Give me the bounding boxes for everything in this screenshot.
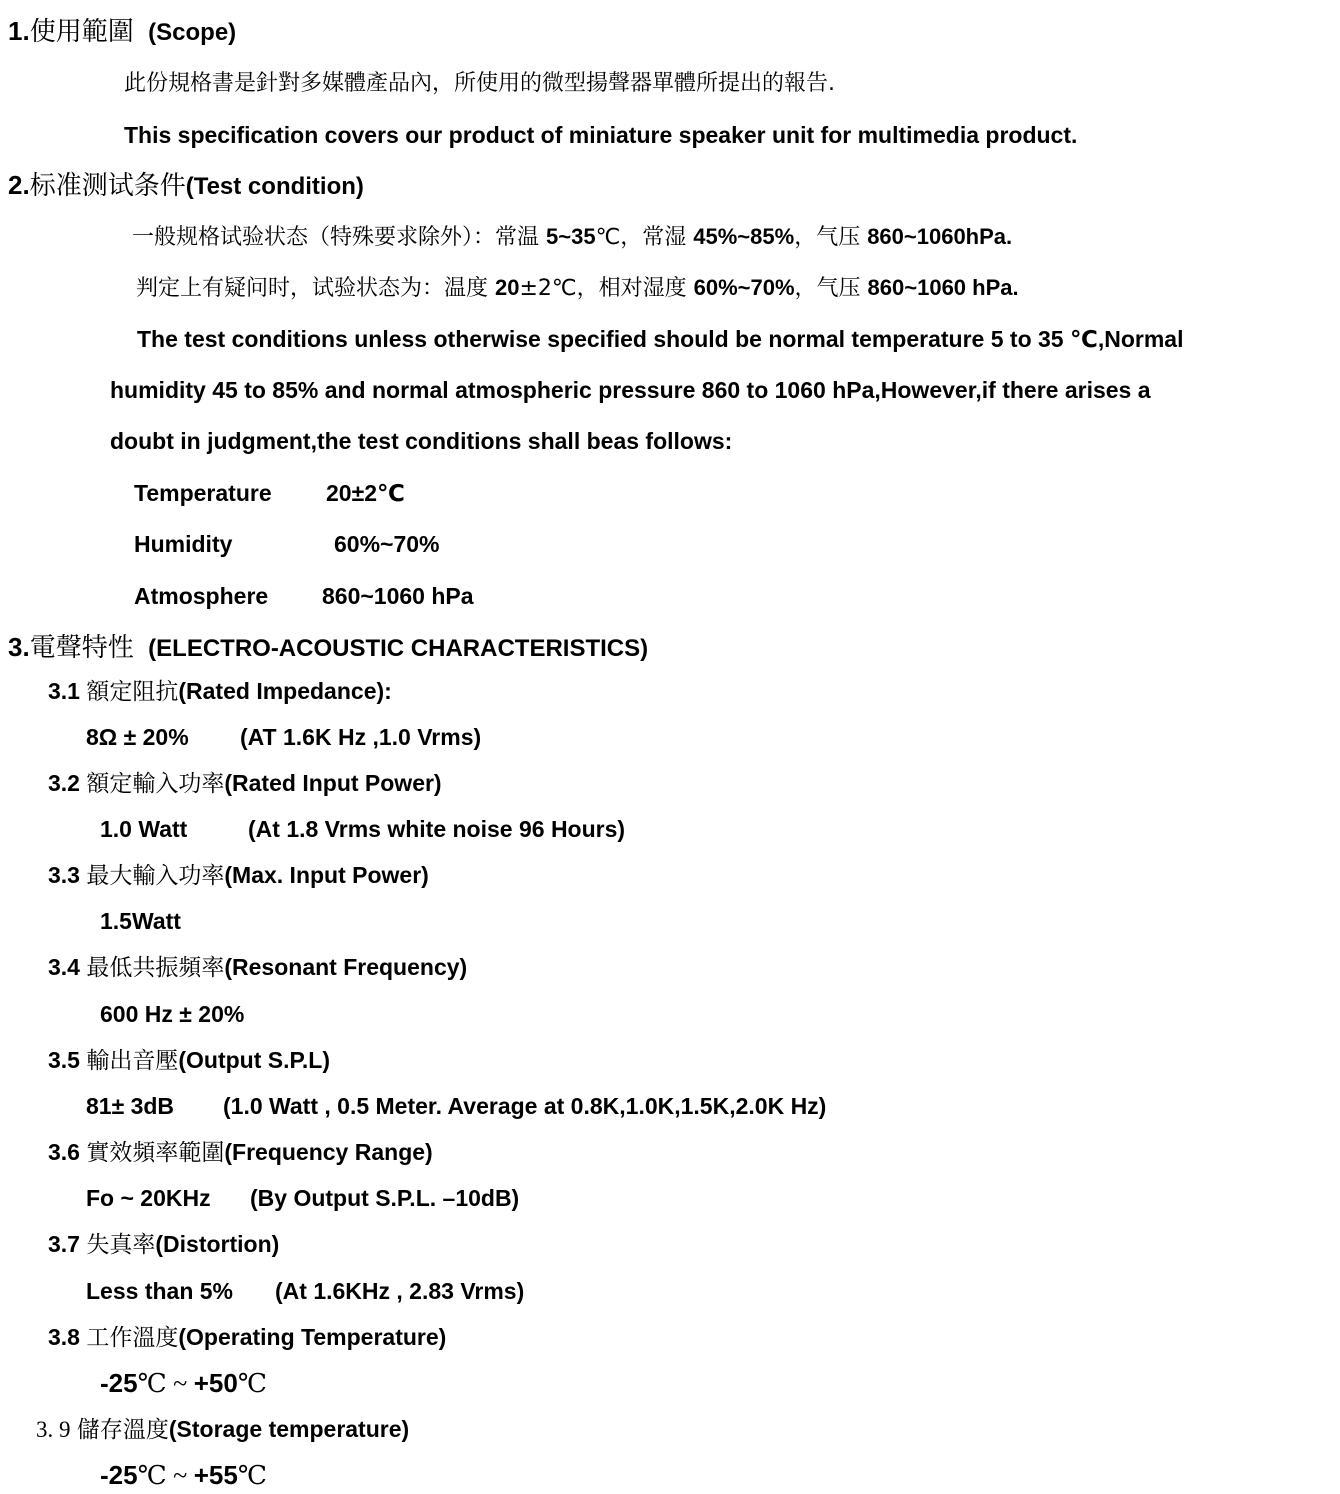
section-1-heading (8, 18, 236, 45)
section-2-heading (8, 172, 364, 199)
spec-value-3-6: Fo ~ 20KHz (By Output S.P.L. –10dB) (86, 1185, 520, 1211)
condition-row-humidity (134, 531, 440, 557)
spec-value-3-8: -25℃ ~ +50℃ (100, 1368, 267, 1398)
section-title-en: (Scope) (148, 19, 237, 46)
test-condition-en-line-1: The test conditions unless otherwise specified should be normal temperature 5 to 35 ℃,Normal (137, 326, 1184, 352)
spec-heading-3-7: 3.7 失真率(Distortion) (48, 1231, 280, 1258)
spec-heading-3-2: 3.2 額定輸入功率(Rated Input Power) (48, 770, 442, 797)
spec-heading-3-8: 3.8 工作溫度(Operating Temperature) (48, 1324, 447, 1351)
spec-value-3-7: Less than 5% (At 1.6KHz , 2.83 Vrms) (86, 1278, 525, 1304)
spec-value-3-9: -25℃ ~ +55℃ (100, 1460, 267, 1490)
spec-heading-3-3: 3.3 最大輸入功率(Max. Input Power) (48, 862, 429, 889)
condition-value: 60%~70% (334, 531, 440, 557)
condition-label: Atmosphere (134, 583, 269, 609)
spec-heading-3-9: 3. 9 儲存溫度(Storage temperature) (36, 1416, 410, 1443)
test-condition-en-line-3: doubt in judgment,the test conditions shall beas follows: (110, 428, 733, 454)
spec-value-3-5: 81± 3dB (1.0 Watt , 0.5 Meter. Average at 0.8K,1.0K,1.5K,2.0K Hz) (86, 1093, 827, 1119)
scope-text-en: This specification covers our product of miniature speaker unit for multimedia product. (124, 122, 1078, 148)
condition-label: Humidity (134, 531, 233, 557)
condition-row-atmosphere (134, 583, 474, 609)
section-title-cn: 使用範圍 (29, 17, 134, 47)
section-3-heading (8, 634, 648, 661)
condition-row-temperature (134, 480, 405, 506)
spec-value-3-1: 8Ω ± 20% (AT 1.6K Hz ,1.0 Vrms) (86, 724, 482, 750)
section-number: 1. (8, 16, 30, 46)
spec-value-3-3: 1.5Watt (100, 908, 181, 934)
test-condition-line-2: 判定上有疑问时，试验状态为：温度 20±2℃，相对湿度 60%~70%，气压 860~1060 hPa. (136, 275, 1019, 301)
section-number: 2. (8, 170, 30, 200)
spec-value-3-2: 1.0 Watt (At 1.8 Vrms white noise 96 Hours) (100, 816, 626, 842)
test-condition-line-1: 一般规格试验状态（特殊要求除外）：常温 5~35℃，常湿 45%~85%，气压 860~1060hPa. (132, 224, 1013, 250)
section-title-cn: 電聲特性 (29, 633, 134, 663)
condition-label: Temperature (134, 480, 272, 506)
spec-heading-3-5: 3.5 輸出音壓(Output S.P.L) (48, 1047, 330, 1074)
test-condition-en-line-2: humidity 45 to 85% and normal atmospheric pressure 860 to 1060 hPa,However,if there arises a (110, 377, 1151, 403)
scope-text-cn: 此份規格書是針對多媒體產品內，所使用的微型揚聲器單體所提出的報告. (124, 71, 835, 96)
spec-heading-3-4: 3.4 最低共振頻率(Resonant Frequency) (48, 954, 468, 981)
condition-value: 860~1060 hPa (322, 583, 474, 609)
spec-heading-3-6: 3.6 實效頻率範圍(Frequency Range) (48, 1139, 433, 1166)
section-number: 3. (8, 632, 30, 662)
section-title-en: (Test condition) (185, 173, 364, 200)
spec-heading-3-1: 3.1 額定阻抗(Rated Impedance): (48, 678, 392, 705)
section-title-cn: 标准测试条件 (29, 171, 186, 201)
condition-value: 20±2℃ (326, 480, 405, 506)
spec-value-3-4: 600 Hz ± 20% (100, 1001, 245, 1027)
section-title-en: (ELECTRO-ACOUSTIC CHARACTERISTICS) (148, 635, 649, 662)
